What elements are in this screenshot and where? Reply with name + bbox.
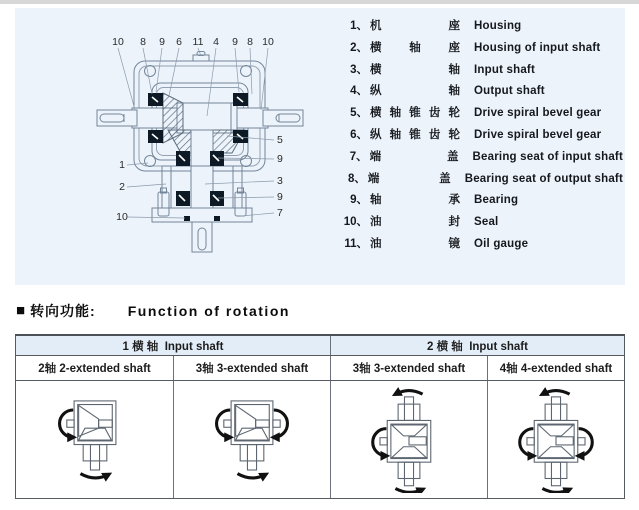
output-shaft-housing — [152, 130, 252, 252]
callout-8-right: 8 — [247, 36, 253, 48]
rotation-section-title — [16, 301, 290, 321]
section-bullet-icon: ■ — [16, 302, 26, 319]
callout-9-right: 9 — [232, 36, 238, 48]
parts-list-item — [341, 170, 623, 192]
callout-3: 3 — [277, 175, 283, 187]
cell-3-extended-shaft-elbow — [173, 381, 330, 498]
table-diagram-row — [16, 381, 624, 498]
rotation-function-table — [15, 334, 625, 499]
part-name-en: Oil gauge — [474, 237, 529, 250]
part-name-en: Seal — [474, 216, 499, 229]
part-name-cn: 纵 轴 — [370, 85, 460, 98]
callout-11: 11 — [192, 36, 204, 48]
gearbox-3-extended-shaft-cross-icon — [359, 386, 459, 493]
rotation-arrow-bottom — [237, 473, 265, 477]
parts-list-item — [341, 213, 623, 235]
part-name-cn: 横轴锥齿轮 — [370, 107, 460, 120]
col-header-4-extended-shaft: 4轴 4-extended shaft — [487, 356, 624, 380]
table-column-header-row — [16, 356, 624, 381]
parts-list-item — [341, 61, 623, 83]
callout-1: 1 — [119, 159, 125, 171]
part-number: 9、 — [350, 194, 368, 207]
part-number: 1、 — [350, 20, 368, 32]
part-number: 3、 — [350, 63, 368, 76]
parts-list-item — [341, 104, 623, 126]
part-name-cn: 轴 承 — [370, 194, 460, 207]
callout-5: 5 — [277, 134, 283, 146]
part-number: 8、 — [347, 172, 366, 185]
part-name-cn: 横 轴 座 — [370, 41, 460, 54]
cell-4-extended-shaft — [487, 381, 624, 498]
parts-list — [341, 17, 623, 257]
parts-list-item — [341, 17, 623, 39]
part-name-en: Bearing seat of input shaft — [472, 150, 623, 163]
part-name-en: Housing of input shaft — [474, 41, 601, 54]
callout-10-left: 10 — [112, 36, 124, 48]
part-number: 10、 — [343, 216, 368, 229]
callout-9-left: 9 — [159, 36, 165, 48]
col-header-3-extended-shaft-b: 3轴 3-extended shaft — [330, 356, 487, 380]
callout-6: 6 — [176, 36, 182, 48]
callout-9-upper: 9 — [277, 153, 283, 165]
part-name-cn: 油 封 — [370, 216, 460, 229]
parts-list-item — [341, 82, 623, 104]
cell-2-extended-shaft — [16, 381, 173, 498]
col-header-3-extended-shaft-a: 3轴 3-extended shaft — [173, 356, 330, 380]
part-name-cn: 纵轴锥齿轮 — [370, 128, 460, 141]
rotation-arrow-bottom — [542, 488, 569, 492]
part-name-cn: 端 盖 — [369, 150, 459, 163]
callout-4: 4 — [213, 36, 219, 48]
part-name-en: Drive spiral bevel gear — [474, 107, 602, 120]
rotation-arrow-bottom — [395, 488, 422, 492]
parts-list-item — [341, 148, 623, 170]
part-name-cn: 横 轴 — [370, 63, 460, 76]
rotation-arrow-top — [542, 391, 569, 395]
part-name-en: Bearing seat of output shaft — [464, 172, 623, 185]
group-header-input-shaft-2: 2 横 轴 Input shaft — [330, 336, 624, 355]
group-header-input-shaft-1: 1 横 轴 Input shaft — [122, 340, 224, 353]
callout-2: 2 — [119, 181, 125, 193]
gearbox-3-extended-shaft-elbow-icon — [202, 394, 302, 486]
page-top-divider — [0, 0, 639, 4]
part-number: 7、 — [349, 150, 368, 163]
table-group-header-row — [16, 336, 624, 356]
parts-list-item — [341, 39, 623, 61]
part-number: 6、 — [350, 128, 368, 141]
part-number: 11、 — [344, 237, 368, 250]
part-number: 4、 — [350, 85, 368, 98]
rotation-arrow-top — [395, 391, 422, 395]
cell-3-extended-shaft-cross — [330, 381, 487, 498]
part-name-cn: 油 镜 — [370, 237, 460, 250]
gearbox-2-extended-shaft-icon — [45, 394, 145, 486]
part-name-en: Bearing — [474, 194, 519, 207]
part-name-en: Input shaft — [474, 63, 535, 76]
part-name-en: Drive spiral bevel gear — [474, 128, 602, 141]
callout-8-left: 8 — [140, 36, 146, 48]
part-number: 2、 — [350, 41, 368, 54]
part-name-cn: 端 盖 — [367, 172, 451, 185]
callout-7: 7 — [277, 207, 283, 219]
gearbox-cross-section-diagram — [55, 12, 305, 257]
section-title-en: Function of rotation — [127, 303, 290, 319]
part-name-cn: 机 座 — [370, 20, 460, 32]
gearbox-4-extended-shaft-cross-icon — [506, 386, 606, 493]
parts-list-item — [341, 126, 623, 148]
part-name-en: Housing — [474, 20, 522, 32]
part-number: 5、 — [350, 107, 368, 120]
callout-10-bottom: 10 — [116, 211, 128, 223]
col-header-2-extended-shaft: 2轴 2-extended shaft — [38, 363, 151, 375]
callout-10-right: 10 — [262, 36, 274, 48]
part-name-en: Output shaft — [474, 85, 545, 98]
input-shaft — [97, 103, 303, 133]
rotation-arrow-bottom — [80, 473, 108, 477]
parts-list-item — [341, 191, 623, 213]
section-title-cn: 转向功能: — [30, 303, 96, 319]
callout-9-lower: 9 — [277, 191, 283, 203]
parts-list-item — [341, 235, 623, 257]
